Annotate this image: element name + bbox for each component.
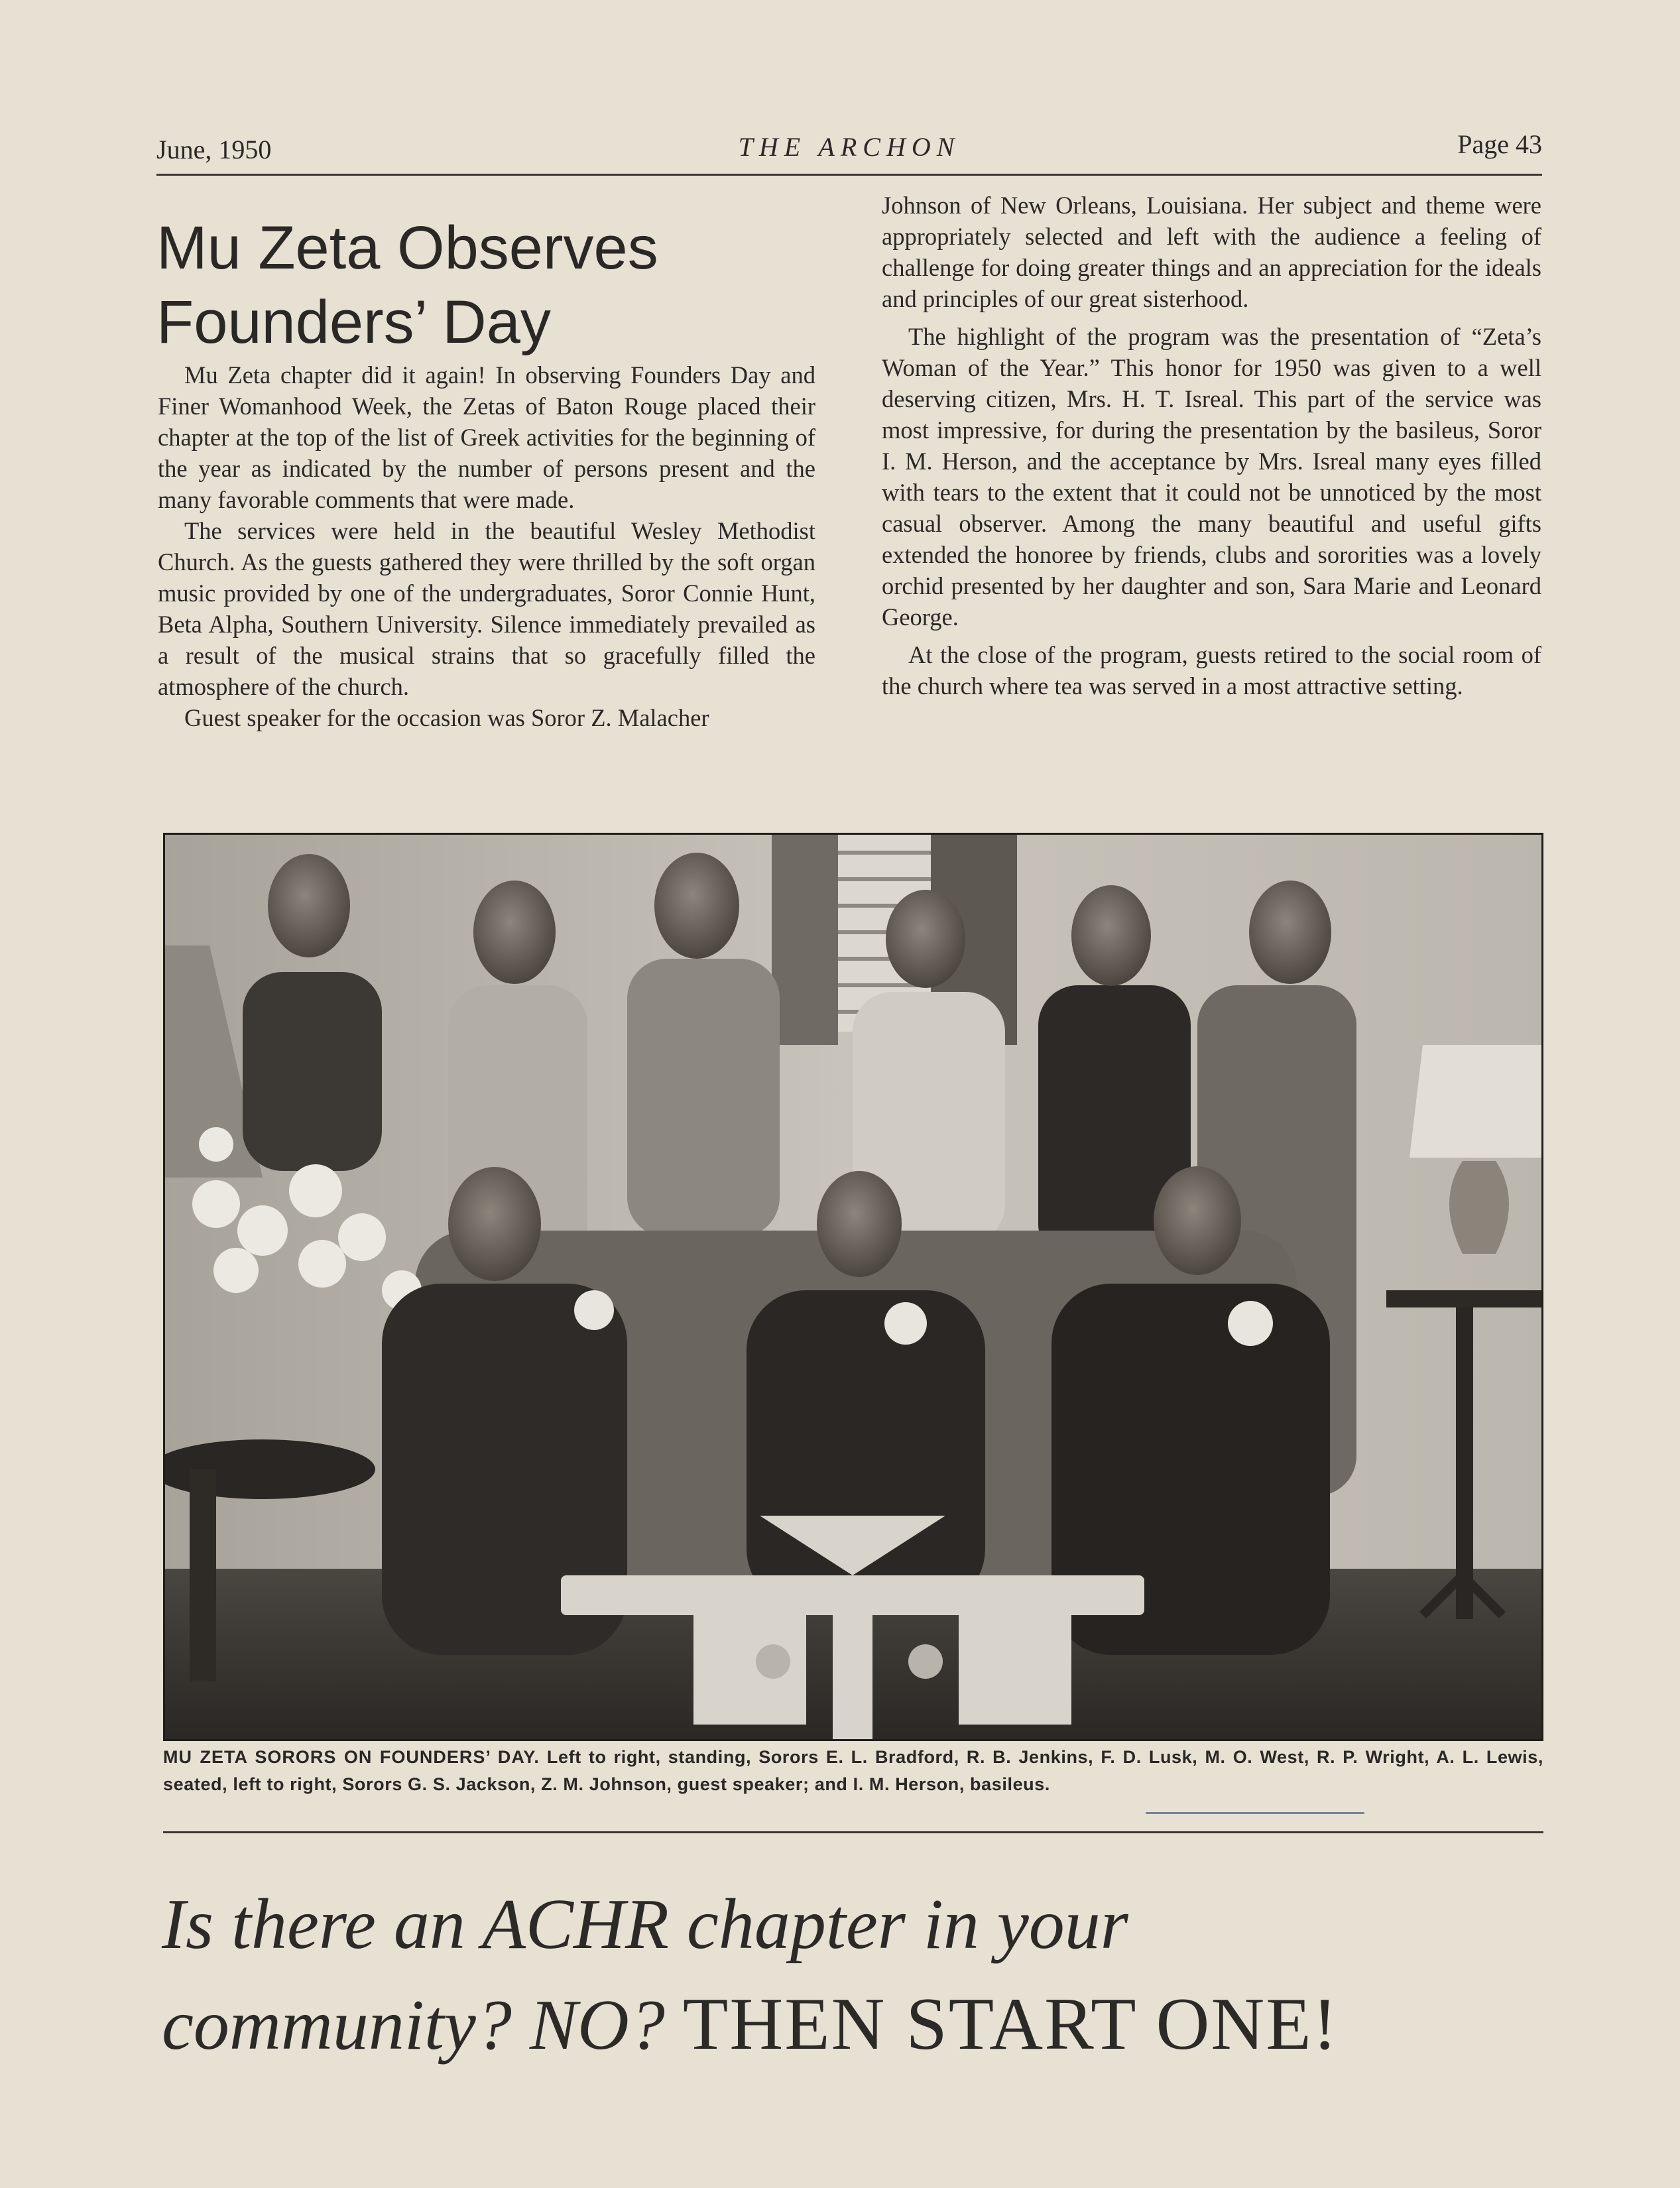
issue-date: June, 1950 [156,135,272,164]
article-title-line-1: Mu Zeta Observes [156,214,658,282]
advertisement-slogan [162,1875,1554,2075]
photo-caption-body: Left to right, standing, Sorors E. L. Bradford, R. B. Jenkins, F. D. Lusk, M. O. West, R. P. Wright, A. L. Lewis, seated, left to right, Sorors G. S. Jackson, Z. M. Johnson, guest speaker; and I. M. Herson, basileus. [163,1747,1543,1794]
section-rule [163,1831,1543,1833]
article-paragraph: Mu Zeta chapter did it again! In observing Founders Day and Finer Womanhood Week, the Zetas of Baton Rouge placed their chapter at the top of the list of Greek activities for the beginning of the year as indicated by the number of persons present and the many favorable comments that were made. [158,361,815,513]
article-column-right [882,190,1541,701]
slogan-call-to-action: THEN START ONE! [682,1983,1339,2065]
article-paragraph: The services were held in the beautiful Wesley Methodist Church. As the guests gathered they were thrilled by the soft organ music provided by one of the undergraduates, Soror Connie Hunt, Beta Alpha, Southern University. Silence immediately prevailed as a result of the musical strains that so gracefully filled the atmosphere of the church. [158,517,815,700]
group-photo [163,833,1543,1741]
slogan-question: community? NO? [162,1986,665,2065]
slogan-line-2 [162,1975,1554,2075]
article-paragraph: Guest speaker for the occasion was Soror Z. Malacher [184,704,709,731]
running-header [156,125,1542,171]
group-photo-illustration [163,833,1543,1741]
article-paragraph: Johnson of New Orleans, Louisiana. Her subject and theme were appropriately selected and left with the audience a feeling of challenge for doing greater things and an appreciation for the ideals and principles of our great sisterhood. [882,192,1541,312]
article-column-left [158,359,815,733]
slogan-line-1: Is there an ACHR chapter in your [162,1885,1128,1964]
header-rule [156,174,1542,176]
page-number: Page 43 [1457,129,1542,159]
article-title-line-2: Founders’ Day [156,288,551,356]
pen-underline-mark [1146,1812,1364,1814]
photo-caption [163,1744,1543,1798]
photo-caption-lead: MU ZETA SORORS ON FOUNDERS’ DAY. [163,1747,540,1767]
publication-name: THE ARCHON [738,132,961,162]
article-paragraph: At the close of the program, guests retired to the social room of the church where tea was served in a most attractive setting. [882,641,1541,699]
article-paragraph: The highlight of the program was the presentation of “Zeta’s Woman of the Year.” This honor for 1950 was given to a well deserving citizen, Mrs. H. T. Isreal. This part of the service was most impressive, for during the presentation by the basileus, Soror I. M. Herson, and the acceptance by Mrs. Isreal many eyes filled with tears to the extent that it could not be unnoticed by the most casual observer. Among the many beautiful and useful gifts extended the honoree by friends, clubs and sororities was a lovely orchid presented by her daughter and son, Sara Marie and Leonard George. [882,323,1541,631]
article-title [156,211,819,359]
